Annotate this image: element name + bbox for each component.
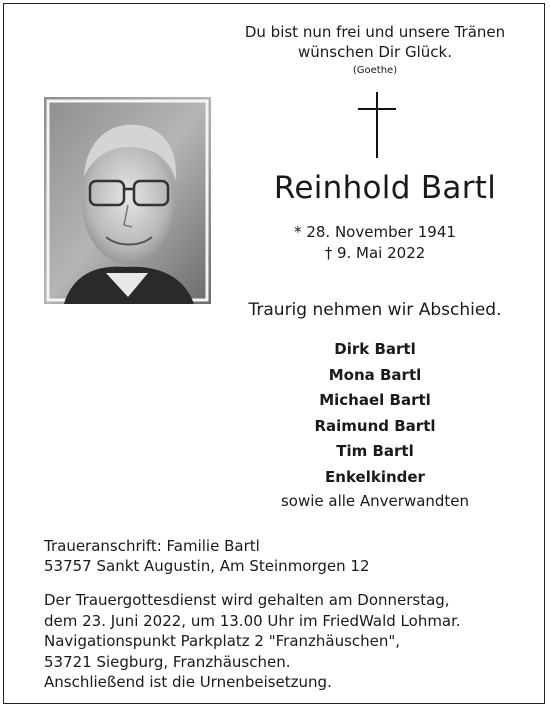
- deceased-name: Reinhold Bartl: [273, 170, 497, 206]
- address-line-1: Traueranschrift: Familie Bartl: [44, 537, 260, 555]
- mourner-name: Michael Bartl: [319, 391, 431, 409]
- mourners-rest: sowie alle Anverwandten: [280, 492, 470, 510]
- service-line-5: Anschließend ist die Urnenbeisetzung.: [44, 673, 332, 691]
- goethe-quote: [220, 22, 530, 76]
- quote-line-1: Du bist nun frei und unsere Tränen: [244, 23, 506, 41]
- death-date: † 9. Mai 2022: [324, 244, 426, 262]
- mourner-name: Enkelkinder: [325, 467, 425, 486]
- service-line-4: 53721 Siegburg, Franzhäuschen.: [44, 652, 291, 671]
- mourner-name: Raimund Bartl: [314, 416, 436, 435]
- quote-author: (Goethe): [352, 65, 398, 76]
- service-line-2: dem 23. Juni 2022, um 13.00 Uhr im FriedWald Lohmar.: [44, 611, 461, 630]
- mourning-address: [44, 536, 370, 576]
- mourner-name: Tim Bartl: [336, 442, 414, 460]
- quote-line-2: wünschen Dir Glück.: [297, 43, 452, 61]
- mourner-name: Mona Bartl: [328, 365, 422, 384]
- service-line-3: Navigationspunkt Parkplatz 2 "Franzhäuschen",: [44, 632, 401, 650]
- farewell-text: Traurig nehmen wir Abschied.: [248, 300, 502, 320]
- cross-icon: [358, 92, 398, 160]
- mourner-name: Dirk Bartl: [334, 340, 416, 358]
- portrait-photo: [44, 97, 211, 304]
- address-line-2: 53757 Sankt Augustin, Am Steinmorgen 12: [44, 557, 370, 575]
- birth-date: * 28. November 1941: [294, 223, 456, 241]
- service-line-1: Der Trauergottesdienst wird gehalten am Donnerstag,: [44, 591, 450, 609]
- life-dates: [240, 222, 510, 264]
- service-info: [44, 590, 461, 693]
- mourners-list: [240, 337, 510, 512]
